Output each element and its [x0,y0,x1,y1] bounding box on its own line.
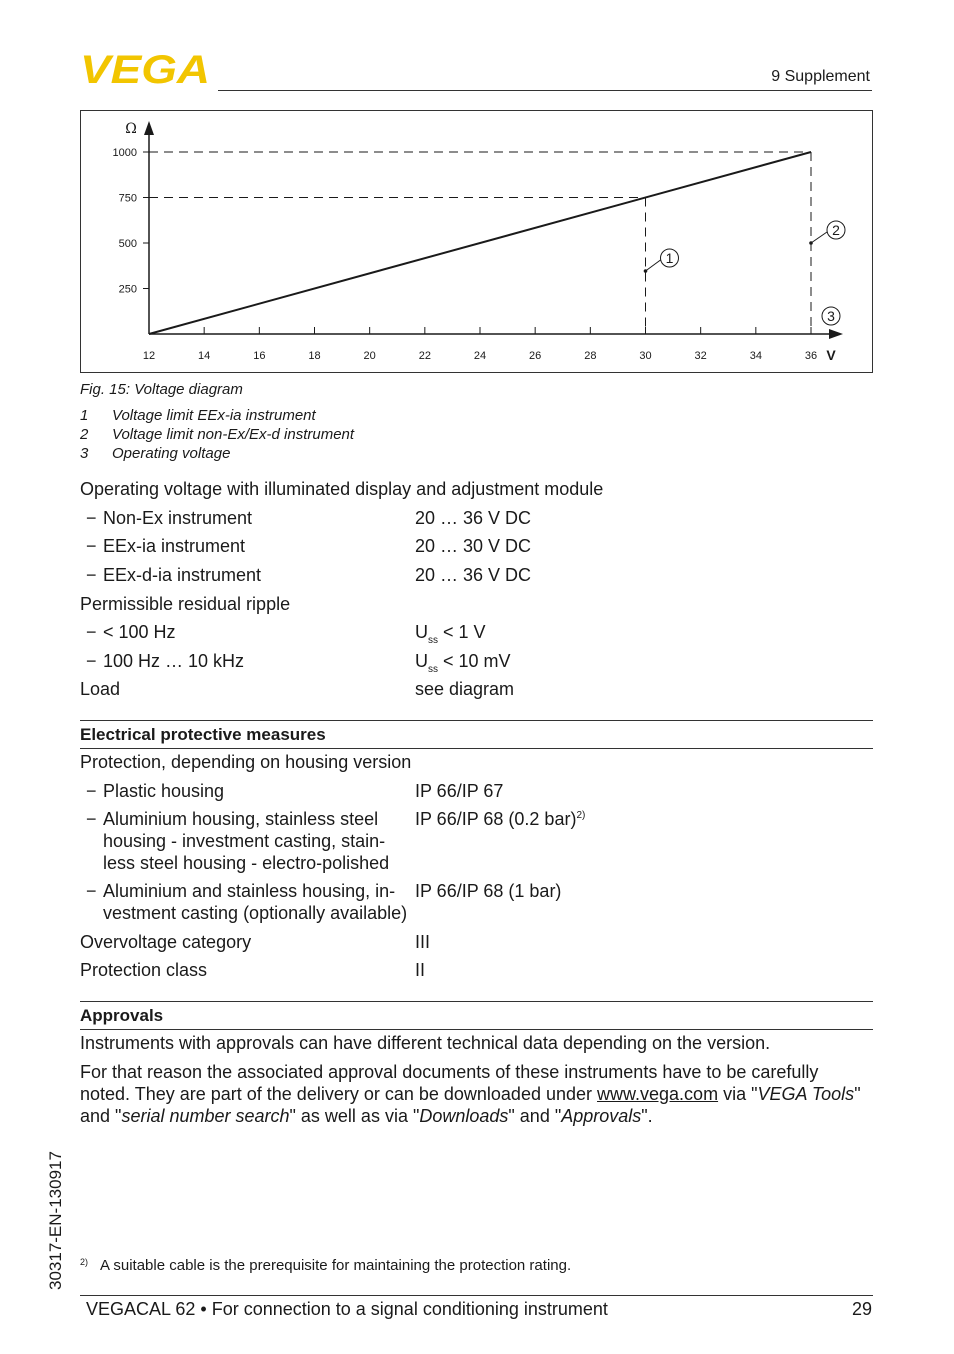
marker-point [644,269,648,273]
legend-item: 3 Operating voltage [80,445,231,462]
approvals-paragraph: Instruments with approvals can have different technical data depending on the version. [80,1033,771,1053]
spec-value: 20 … 36 V DC [415,565,532,585]
spec-value: IP 66/IP 68 (0.2 bar)$^{2)}$ [415,809,586,829]
spec-label: − Aluminium housing, stainless steel housing - investment casting, stain- less steel housing - electro-polished [86,809,390,873]
y-tick-label: 250 [118,283,137,296]
legend-item: 2 Voltage limit non-Ex/Ex-d instrument [80,426,355,443]
spec-value: $U_{ss} < 1$ V [415,622,486,646]
footnote: $^{2)}$ A suitable cable is the prerequisite for maintaining the protection rating. [80,1257,572,1274]
marker-leader [811,232,827,243]
spec-label: − EEx-d-ia instrument [86,565,262,585]
x-axis-arrow [829,329,843,339]
x-axis-label: V [826,347,836,363]
y-axis-label: Ω [125,121,137,137]
figure-caption: Fig. 15: Voltage diagram [80,381,243,398]
x-tick-label: 24 [473,350,487,362]
voltage-heading: Operating voltage with illuminated display and adjustment module [80,479,604,499]
vega-link[interactable]: www.vega.com [597,1084,719,1104]
ripple-heading: Permissible residual ripple [80,594,291,614]
series-line [149,152,811,334]
x-tick-label: 18 [308,350,321,362]
svg-text:VEGA: VEGA [80,52,210,86]
marker-label: 2 [832,222,840,238]
y-axis-arrow [144,121,154,135]
spec-value: 20 … 36 V DC [415,508,532,528]
marker-point [809,241,813,245]
vega-logo [80,52,212,86]
spec-label: − Plastic housing [86,781,225,801]
spec-value: $U_{ss} < 10$ mV [415,651,511,675]
section-rule [80,1029,873,1030]
x-tick-label: 22 [418,350,431,362]
x-tick-label: 20 [363,350,376,362]
voltage-diagram [80,110,873,373]
x-tick-label: 32 [694,350,707,362]
header-rule [218,90,872,91]
spec-value: IP 66/IP 67 [415,781,504,801]
protection-class-value: II [415,960,426,980]
overvoltage-value: III [415,932,431,952]
footer-title: VEGACAL 62 • For connection to a signal conditioning instrument [86,1299,608,1319]
protection-class-label: Protection class [80,960,208,980]
spec-label: − EEx-ia instrument [86,536,246,556]
spec-value: IP 66/IP 68 (1 bar) [415,881,562,901]
section-rule [80,720,873,721]
spec-label: − < 100 Hz [86,622,176,642]
x-tick-label: 36 [804,350,818,362]
marker-leader [646,260,661,271]
protective-intro: Protection, depending on housing version [80,752,412,772]
approvals-paragraph: For that reason the associated approval documents of these instruments have to be carefully noted. They are part of the delivery or can be downloaded under www.vega.com via "VEGA Tools" and "serial number search" as well as via "Downloads" and "Approvals". [80,1062,861,1126]
y-tick-label: 1000 [112,147,137,159]
figure-legend [80,406,354,463]
x-tick-label: 30 [639,350,652,362]
load-label: Load [80,679,121,699]
x-tick-label: 26 [529,350,542,362]
document-code: 30317-EN-130917 [46,1151,65,1290]
protective-title: Electrical protective measures [80,725,326,744]
x-tick-label: 34 [749,350,762,362]
legend-item: 1 Voltage limit EEx-ia instrument [80,407,316,424]
x-tick-label: 12 [142,350,156,362]
y-tick-label: 750 [118,192,137,205]
y-tick-label: 500 [118,238,137,250]
load-value: see diagram [415,679,515,699]
footer-rule [80,1295,873,1296]
section-label: 9 Supplement [771,68,870,85]
voltage-diagram-svg [81,111,872,372]
section-rule [80,748,873,749]
spec-label: − Aluminium and stainless housing, in- vestment casting (optionally available) [86,881,408,923]
marker-label: 1 [665,250,674,266]
x-tick-label: 14 [198,350,211,362]
x-tick-label: 16 [253,350,266,362]
approvals-title: Approvals [80,1006,164,1025]
overvoltage-label: Overvoltage category [80,932,252,952]
spec-label: − Non-Ex instrument [86,508,253,528]
section-rule [80,1001,873,1002]
spec-value: 20 … 30 V DC [415,536,532,556]
spec-label: − 100 Hz … 10 kHz [86,651,245,671]
x-tick-label: 28 [584,350,597,362]
marker-label: 3 [827,308,835,324]
page-number: 29 [851,1299,872,1319]
